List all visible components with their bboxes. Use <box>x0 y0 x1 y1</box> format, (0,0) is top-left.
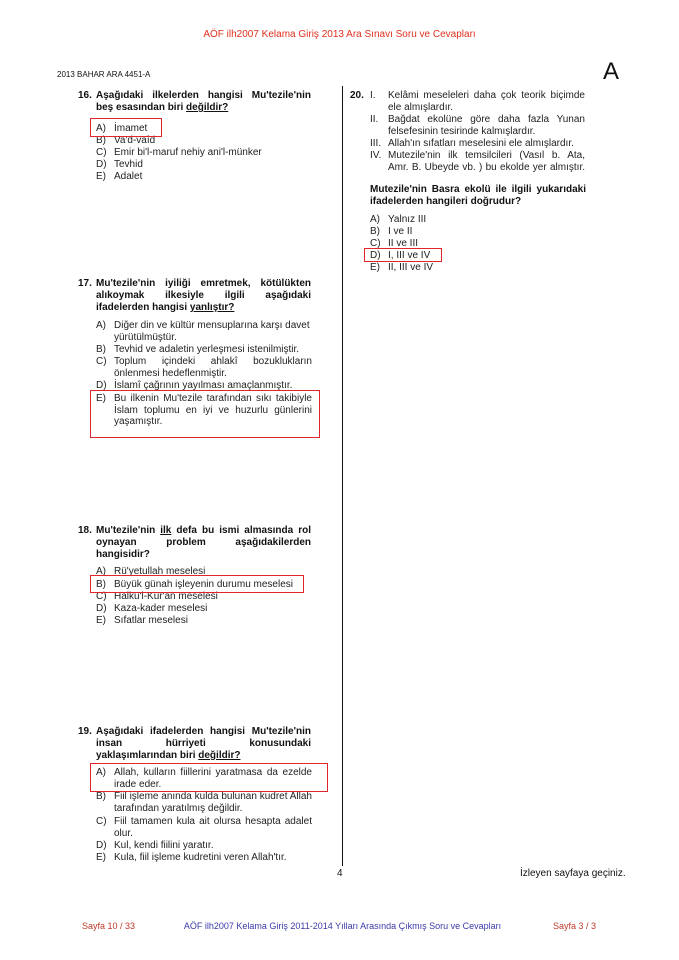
q17-option-a[interactable]: A) Diğer din ve kültür mensuplarına karşı davet yürütülmüştür. <box>96 320 310 343</box>
page-number: 4 <box>337 868 343 879</box>
q19-answer-highlight <box>90 763 328 792</box>
q18-answer-highlight <box>90 575 304 593</box>
footer-page-left: Sayfa 10 / 33 <box>82 921 136 931</box>
q17-option-d[interactable]: D) İslamî çağrının yayılması amaçlanmıştır. <box>96 380 293 391</box>
q16-option-a[interactable]: A) İmamet <box>96 123 148 134</box>
q16-option-d[interactable]: D) Tevhid <box>96 159 143 170</box>
column-divider <box>342 86 343 866</box>
q19-number: 19. <box>78 726 92 737</box>
q17-option-e[interactable]: E) Bu ilkenin Mu'tezile tarafından sıkı takibiyle İslam toplumu en iyi ve huzurlu günlerini yaşamıştır. <box>96 393 312 427</box>
q18-option-d[interactable]: D) Kaza-kader meselesi <box>96 603 208 614</box>
q20-statement-3: III. Allah'ın sıfatları meselesini ele almışlardır. <box>370 138 574 149</box>
q19-stem: Aşağıdaki ifadelerden hangisi Mu'tezile'nin insan hürriyeti konusundaki yaklaşımlarından biri değildir? <box>96 726 311 761</box>
q20-statement-4: IV. Mutezile'nin ilk temsilcileri (Vasıl b. Ata, Amr. B. Ubeyde vb. ) bu ekolde yer almıştır. <box>370 150 585 173</box>
q16-option-c[interactable]: C) Emir bi'l-maruf nehiy ani'l-münker <box>96 147 262 158</box>
q17-option-c[interactable]: C) Toplum içindeki ahlakî bozuklukların önlenmesi hedeflenmiştir. <box>96 356 312 379</box>
q18-stem: Mu'tezile'nin ilk defa bu ismi almasında rol oynayan problem aşağıdakilerden hangisidir? <box>96 525 311 560</box>
q20-stem: Mutezile'nin Basra ekolü ile ilgili yukarıdaki ifadelerden hangileri doğrudur? <box>370 184 586 207</box>
q17-answer-highlight <box>90 390 320 438</box>
q20-number: 20. <box>350 90 364 101</box>
q18-option-b[interactable]: B) Büyük günah işleyenin durumu meselesi <box>96 579 293 590</box>
footer-title: AÖF ilh2007 Kelama Giriş 2011-2014 Yılları Arasında Çıkmış Soru ve Cevapları <box>183 921 502 931</box>
q20-option-c[interactable]: C) II ve III <box>370 238 419 249</box>
document-header: AÖF ilh2007 Kelama Giriş 2013 Ara Sınavı Soru ve Cevapları <box>203 29 476 40</box>
q17-option-b[interactable]: B) Tevhid ve adaletin yerleşmesi istenilmiştir. <box>96 344 300 355</box>
q20-statement-2: II. Bağdat ekolüne göre daha fazla Yunan felsefesinin tesirinde kalmışlardır. <box>370 114 585 137</box>
q18-option-e[interactable]: E) Sıfatlar meselesi <box>96 615 188 626</box>
q18-option-a[interactable]: A) Rü'yetullah meselesi <box>96 566 206 577</box>
q16-stem: Aşağıdaki ilkelerden hangisi Mu'tezile'nin beş esasından biri değildir? <box>96 90 311 113</box>
q19-option-e[interactable]: E) Kula, fiil işleme kudretini veren Allah'tır. <box>96 852 287 863</box>
q19-option-a[interactable]: A) Allah, kulların fiillerini yaratmasa da ezelde irade eder. <box>96 767 312 790</box>
q20-statement-1: I. Kelâmi meseleleri daha çok teorik biçimde ele almışlardır. <box>370 90 585 113</box>
q16-option-b[interactable]: B) Va'd-vaîd <box>96 135 156 146</box>
q16-option-e[interactable]: E) Adalet <box>96 171 143 182</box>
q16-number: 16. <box>78 90 92 101</box>
q20-option-a[interactable]: A) Yalnız III <box>370 214 427 225</box>
q18-option-c[interactable]: C) Halku'l-Kur'an meselesi <box>96 591 218 602</box>
q18-number: 18. <box>78 525 92 536</box>
q20-option-e[interactable]: E) II, III ve IV <box>370 262 434 273</box>
q17-number: 17. <box>78 278 92 289</box>
q20-option-b[interactable]: B) I ve II <box>370 226 413 237</box>
booklet-letter: A <box>603 58 620 85</box>
q20-answer-highlight <box>364 248 442 262</box>
q20-option-d[interactable]: D) I, III ve IV <box>370 250 431 261</box>
q17-stem: Mu'tezile'nin iyiliği emretmek, kötülükten alıkoymak ilkesiyle ilgili aşağıdaki ifadelerden hangisi yanlıştır? <box>96 278 311 313</box>
next-page-note: İzleyen sayfaya geçiniz. <box>520 868 626 879</box>
exam-code: 2013 BAHAR ARA 4451-A <box>57 70 151 79</box>
q19-option-b[interactable]: B) Fiil işleme anında kulda bulunan kudret Allah tarafından yaratılmış değildir. <box>96 791 312 814</box>
q19-option-d[interactable]: D) Kul, kendi fiilini yaratır. <box>96 840 214 851</box>
footer-page-right: Sayfa 3 / 3 <box>553 921 597 931</box>
q19-option-c[interactable]: C) Fiil tamamen kula ait olursa hesapta adalet olur. <box>96 816 312 839</box>
q16-answer-highlight <box>90 118 162 137</box>
